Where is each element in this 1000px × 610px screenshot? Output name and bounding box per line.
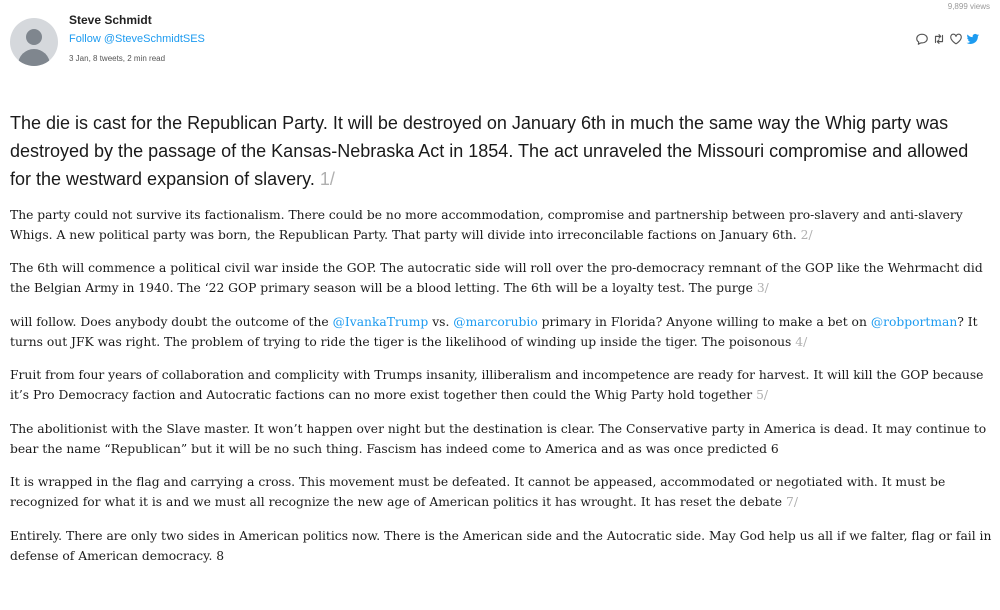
twitter-bird-icon[interactable]: [966, 32, 980, 46]
tweet-number: 2/: [800, 228, 813, 242]
thread-meta: 3 Jan, 8 tweets, 2 min read: [69, 54, 166, 63]
tweet-number: 3/: [756, 281, 769, 295]
tweet-text: It is wrapped in the flag and carrying a cross. This movement must be defeated. It cannot be appeased, accommodated or negotiated with. It must be recognized for what it is and we must all recognize the new age of American politics it has wrought. It has reset the debate: [10, 475, 946, 509]
author-name[interactable]: Steve Schmidt: [69, 13, 152, 27]
tweet-3: [10, 258, 992, 298]
tweet-number: 4/: [795, 335, 808, 349]
tweet-6: [10, 419, 992, 459]
tweet-text: Fruit from four years of collaboration and complicity with Trumps insanity, illiberalism and incompetence are ready for harvest. It will kill the GOP because it’s Pro Democracy faction and Autocratic factions can no more exist together then could the Whig Party hold together: [10, 368, 984, 402]
tweet-7: [10, 472, 992, 512]
tweet-text: Entirely. There are only two sides in American politics now. There is the American side and the Autocratic side. May God help us all if we falter, flag or fail in defense of American democracy.: [10, 529, 992, 563]
avatar[interactable]: [10, 18, 58, 66]
mention-robportman-link[interactable]: @robportman: [870, 315, 958, 329]
tweet-number: 8: [216, 549, 225, 563]
avatar-body-shape: [18, 49, 50, 66]
comment-icon[interactable]: [915, 32, 929, 46]
follow-link[interactable]: Follow @SteveSchmidtSES: [69, 33, 205, 45]
tweet-4: [10, 312, 992, 352]
share-actions: [915, 32, 980, 46]
like-icon[interactable]: [949, 32, 963, 46]
tweet-8: [10, 526, 992, 566]
avatar-head-shape: [26, 29, 42, 45]
tweet-text-part: ? It turns out JFK was right. The problem of trying to ride the tiger is the likelihood of winding up inside the tiger. The poisonous: [10, 315, 978, 349]
tweet-number: 7/: [786, 495, 798, 509]
tweet-text-part: primary in Florida? Anyone willing to make a bet on: [541, 315, 867, 329]
view-count: 9,899 views: [947, 2, 990, 11]
tweet-text-part: will follow. Does anybody doubt the outcome of the: [10, 315, 329, 329]
tweet-5: [10, 365, 992, 405]
tweet-number: 6: [770, 442, 779, 456]
tweet-number: 5/: [756, 388, 769, 402]
mention-marcorubio-link[interactable]: @marcorubio: [453, 315, 538, 329]
tweet-number: 1/: [319, 169, 335, 189]
tweet-text: The die is cast for the Republican Party. It will be destroyed on January 6th in much the same way the Whig party was destroyed by the passage of the Kansas-Nebraska Act in 1854. The act unraveled the Missouri compromise and allowed for the westward expansion of slavery.: [10, 113, 969, 189]
mention-ivankatrump-link[interactable]: @IvankaTrump: [332, 315, 429, 329]
tweet-text: The party could not survive its factionalism. There could be no more accommodation, compromise and partnership between pro-slavery and anti-slavery Whigs. A new political party was born, the Republican Party. That party will divide into irreconcilable factions on January 6th.: [10, 208, 963, 242]
tweet-text: The 6th will commence a political civil war inside the GOP. The autocratic side will roll over the pro-democracy remnant of the GOP like the Wehrmacht did the Belgian Army in 1940. The ‘22 GOP primary season will be a blood letting. The 6th will be a loyalty test. The purge: [10, 261, 983, 295]
tweet-text: The abolitionist with the Slave master. It won’t happen over night but the destination is clear. The Conservative party in America is dead. It may continue to bear the name “Republican” but it will be no such thing. Fascism has indeed come to America and as was once predicted: [10, 422, 987, 456]
tweet-text-part: vs.: [432, 315, 450, 329]
retweet-icon[interactable]: [932, 32, 946, 46]
tweet-1: [10, 109, 990, 193]
tweet-2: [10, 205, 992, 245]
